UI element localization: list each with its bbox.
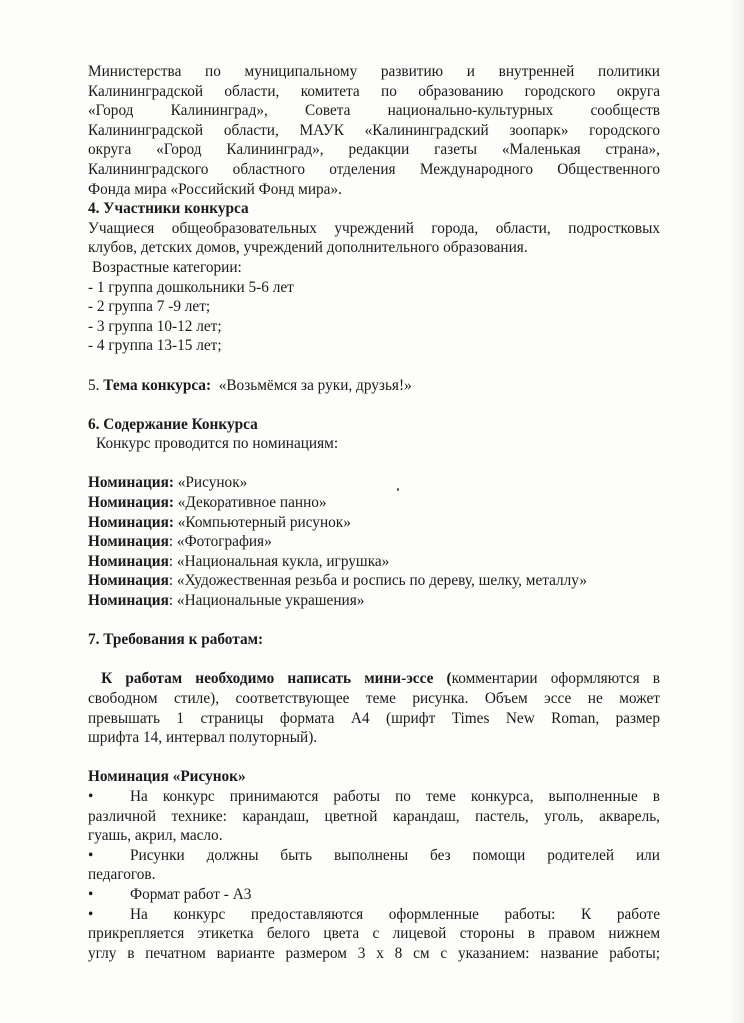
- section5-theme: [88, 376, 660, 396]
- drawing-bullet-item: [88, 905, 660, 964]
- nomination-label: Номинация: [88, 533, 169, 551]
- nomination-item: [88, 513, 660, 533]
- bullet-line: различной технике: карандаш, цветной карандаш, пастель, уголь, акварель,: [88, 807, 660, 825]
- section5-number: 5.: [88, 376, 104, 394]
- bullet-first-line: На конкурс принимаются работы по теме конкурса, выполненные в: [130, 787, 660, 805]
- bullet-line: прикрепляется этикетка белого цвета с лицевой стороны в правом нижнем: [88, 925, 660, 943]
- bullet-icon: •: [88, 787, 94, 805]
- essay-line: свободном стиле), соответствующее теме рисунка. Объем эссе не может: [88, 690, 660, 707]
- section4-heading: 4. Участники конкурса: [88, 200, 249, 218]
- drawing-nomination-heading: Номинация «Рисунок»: [88, 768, 246, 786]
- nominations-list: [88, 473, 660, 610]
- bullet-first-line: Формат работ - А3: [130, 885, 252, 903]
- section5-value: «Возьмёмся за руки, друзья!»: [218, 376, 412, 394]
- nomination-item: [88, 571, 660, 591]
- section6-intro: Конкурс проводится по номинациям:: [96, 435, 339, 453]
- scan-speck: [397, 488, 399, 491]
- nomination-value: : «Художественная резьба и роспись по дереву, шелку, металлу»: [168, 572, 587, 590]
- document-page: [88, 62, 660, 963]
- nomination-label: Номинация:: [88, 513, 174, 531]
- essay-paragraph: [88, 669, 660, 747]
- intro-paragraph: [88, 62, 660, 199]
- bullet-icon: •: [88, 846, 94, 864]
- age-group-item: - 1 группа дошкольники 5-6 лет: [88, 278, 294, 296]
- essay-line: превышать 1 страницы формата А4 (шрифт Times New Roman, размер: [88, 709, 660, 727]
- bullet-first-line: Рисунки должны быть выполнены без помощи родителей или: [130, 846, 660, 864]
- nomination-item: [88, 493, 660, 513]
- bullet-line: гуашь, акрил, масло.: [88, 827, 223, 845]
- section7-heading: 7. Требования к работам:: [88, 631, 264, 649]
- drawing-bullet-item: [88, 885, 660, 905]
- nomination-value: : «Фотография»: [168, 533, 272, 551]
- intro-line: Министерства по муниципальному развитию и внутренней политики: [88, 63, 660, 80]
- essay-line: шрифта 14, интервал полуторный).: [88, 729, 318, 747]
- nomination-item: [88, 473, 660, 493]
- intro-line: округа «Город Калининград», редакции газеты «Маленькая страна»,: [88, 141, 660, 159]
- section5-label: Тема конкурса:: [103, 376, 212, 394]
- age-categories-label: Возрастные категории:: [92, 258, 242, 276]
- bullet-first-line: На конкурс предоставляются оформленные работы: К работе: [130, 905, 660, 923]
- essay-bold-lead: К работам необходимо написать мини-эссе (: [101, 670, 452, 688]
- nomination-item: [88, 532, 660, 552]
- intro-line: Фонда мира «Российский Фонд мира».: [88, 180, 342, 198]
- nomination-label: Номинация:: [88, 494, 174, 512]
- age-group-item: - 2 группа 7 -9 лет;: [88, 298, 211, 316]
- intro-line: «Город Калининград», Совета национально-культурных сообществ: [88, 102, 660, 120]
- section6-heading: 6. Содержание Конкурса: [88, 415, 258, 433]
- bullet-icon: •: [88, 905, 94, 923]
- intro-line: Калининградского областного отделения Международного Общественного: [88, 160, 660, 178]
- age-group-item: - 3 группа 10-12 лет;: [88, 317, 222, 335]
- nomination-label: Номинация:: [88, 474, 174, 492]
- scan-edge-shadow: [728, 0, 744, 1023]
- nomination-item: [88, 591, 660, 611]
- section4-line: клубов, детских домов, учреждений дополнительного образования.: [88, 239, 528, 257]
- intro-line: Калининградской области, МАУК «Калининградский зоопарк» городского: [88, 121, 660, 139]
- nomination-label: Номинация: [88, 572, 169, 590]
- nomination-value: «Рисунок»: [173, 474, 248, 492]
- section4-line: Учащиеся общеобразовательных учреждений города, области, подростковых: [88, 219, 660, 237]
- drawing-bullet-item: [88, 846, 660, 885]
- nomination-value: : «Национальные украшения»: [168, 592, 365, 610]
- nomination-value: «Декоративное панно»: [173, 494, 327, 512]
- nomination-value: «Компьютерный рисунок»: [173, 513, 351, 531]
- intro-line: Калининградской области, комитета по образованию городского округа: [88, 82, 660, 100]
- nomination-label: Номинация: [88, 592, 169, 610]
- drawing-bullet-item: [88, 787, 660, 846]
- bullet-line: педагогов.: [88, 866, 156, 884]
- bullet-icon: •: [88, 885, 94, 903]
- nomination-label: Номинация: [88, 552, 169, 570]
- nomination-value: : «Национальная кукла, игрушка»: [168, 552, 390, 570]
- bullet-line: углу в печатном варианте размером 3 х 8 см с указанием: название работы;: [88, 944, 660, 962]
- age-group-item: - 4 группа 13-15 лет;: [88, 337, 222, 355]
- essay-line-rest: комментарии оформляются в: [451, 670, 660, 688]
- essay-line: [88, 669, 660, 689]
- nomination-item: [88, 552, 660, 572]
